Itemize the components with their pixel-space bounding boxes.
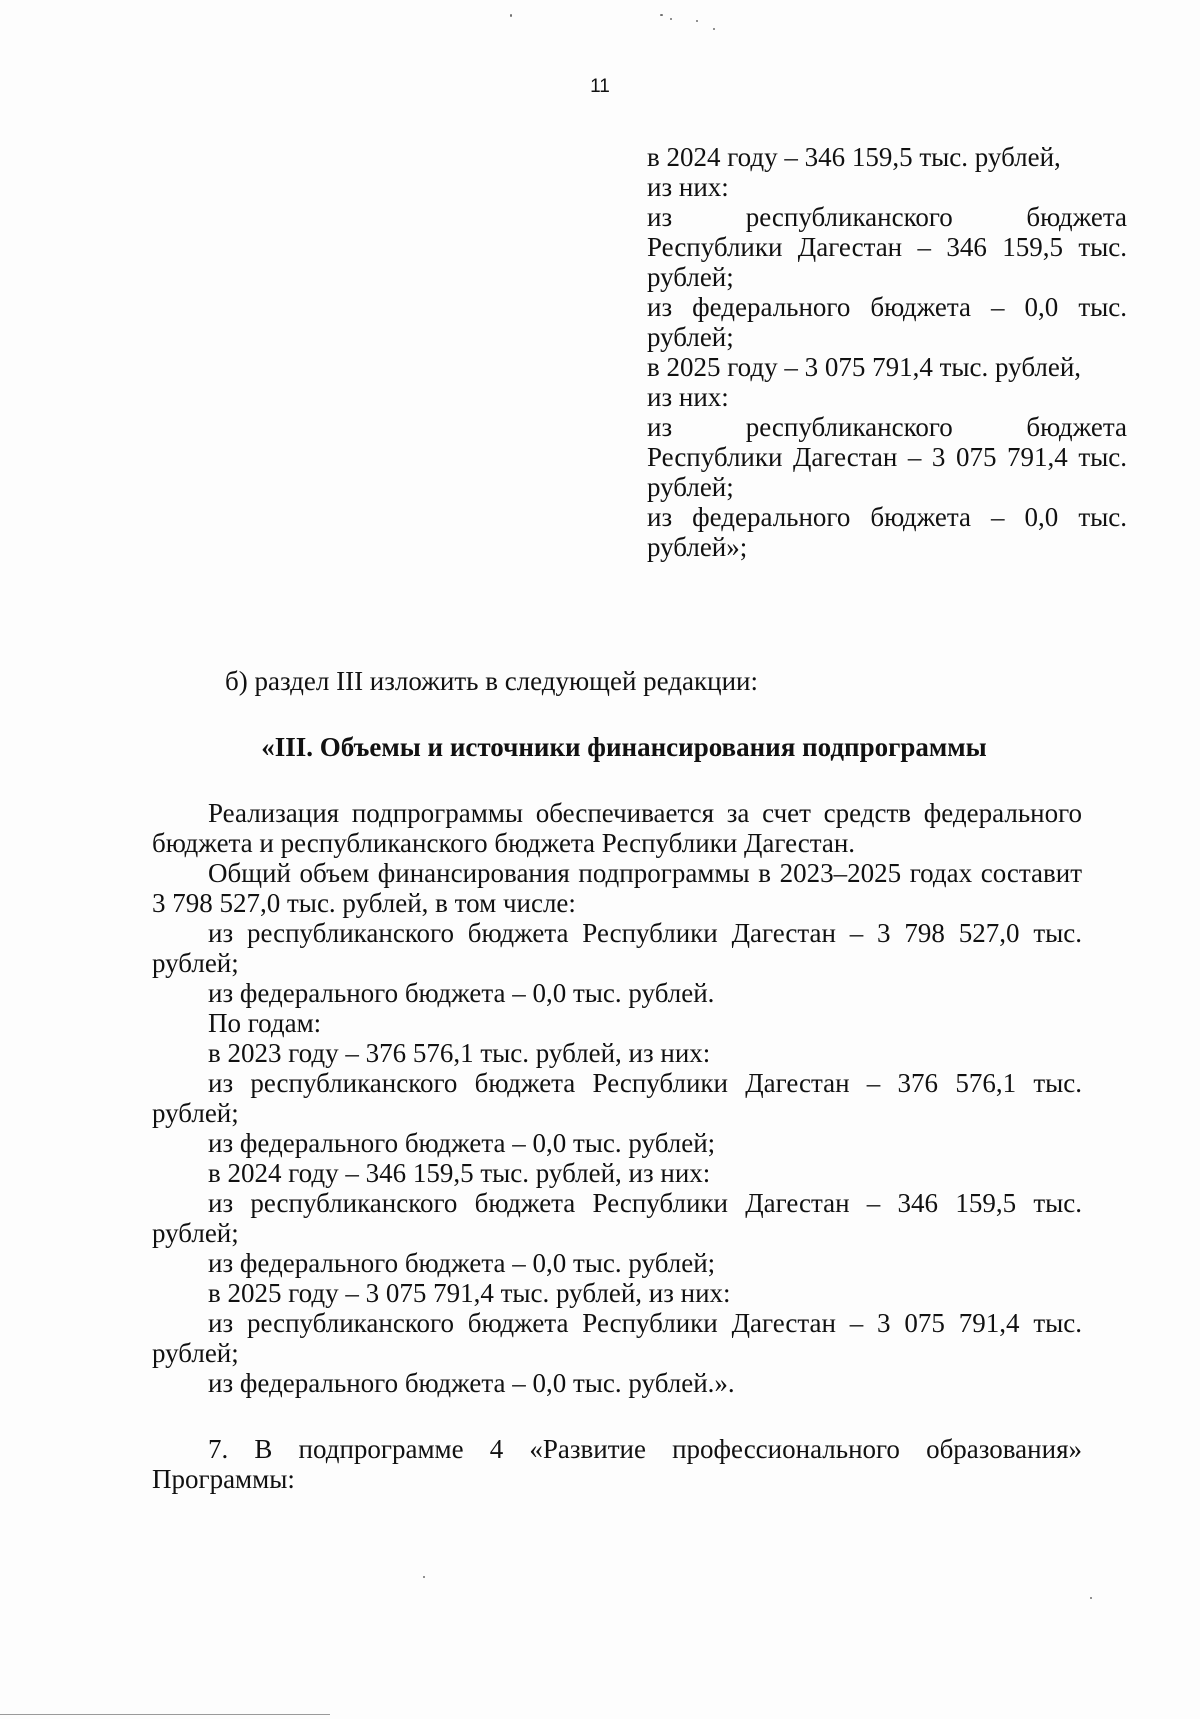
passport-funding-block [647,142,1127,562]
scan-speck [1090,1597,1092,1599]
funding-line: в 2025 году – 3 075 791,4 тыс. рублей, [647,352,1082,382]
scan-speck [510,14,512,17]
paragraph: в 2024 году – 346 159,5 тыс. рублей, из них: [208,1158,711,1188]
paragraph: в 2023 году – 376 576,1 тыс. рублей, из них: [208,1038,711,1068]
paragraph: в 2025 году – 3 075 791,4 тыс. рублей, из них: [208,1278,731,1308]
paragraph: По годам: [208,1008,322,1038]
scan-speck [660,14,663,16]
paragraph: Реализация подпрограммы обеспечивается за счет средств федерального бюджета и республиканского бюджета Республики Дагестан. [152,798,1082,858]
paragraph: из федерального бюджета – 0,0 тыс. рублей; [208,1128,716,1158]
paragraph: из республиканского бюджета Республики Дагестан – 346 159,5 тыс. рублей; [152,1188,1082,1248]
paragraph: Общий объем финансирования подпрограммы в 2023–2025 годах составит 3 798 527,0 тыс. рублей, в том числе: [152,858,1082,918]
scan-speck [713,28,715,30]
paragraph: из республиканского бюджета Республики Дагестан – 376 576,1 тыс. рублей; [152,1068,1082,1128]
scan-speck [423,1576,425,1578]
section-b-instruction: б) раздел III изложить в следующей редакции: [225,666,758,696]
funding-line: из федерального бюджета – 0,0 тыс. рублей; [647,292,1127,352]
scan-speck [696,20,698,22]
paragraph: из федерального бюджета – 0,0 тыс. рублей.». [208,1368,735,1398]
funding-line: в 2024 году – 346 159,5 тыс. рублей, [647,142,1061,172]
scan-edge-line [0,1714,330,1715]
funding-line: из федерального бюджета – 0,0 тыс. рублей»; [647,502,1127,562]
paragraph: из федерального бюджета – 0,0 тыс. рублей; [208,1248,716,1278]
paragraph: из республиканского бюджета Республики Дагестан – 3 798 527,0 тыс. рублей; [152,918,1082,978]
page-number: 11 [590,76,610,97]
main-text [152,666,1082,1494]
section-heading: «III. Объемы и источники финансирования подпрограммы [261,732,987,762]
scan-speck [670,18,672,20]
funding-line: из республиканского бюджета Республики Дагестан – 346 159,5 тыс. рублей; [647,202,1127,292]
item-7-paragraph: 7. В подпрограмме 4 «Развитие профессионального образования» Программы: [152,1434,1082,1494]
paragraph: из республиканского бюджета Республики Дагестан – 3 075 791,4 тыс. рублей; [152,1308,1082,1368]
paragraph: из федерального бюджета – 0,0 тыс. рублей. [208,978,715,1008]
funding-line: из них: [647,172,729,202]
funding-line: из них: [647,382,729,412]
funding-line: из республиканского бюджета Республики Дагестан – 3 075 791,4 тыс. рублей; [647,412,1127,502]
